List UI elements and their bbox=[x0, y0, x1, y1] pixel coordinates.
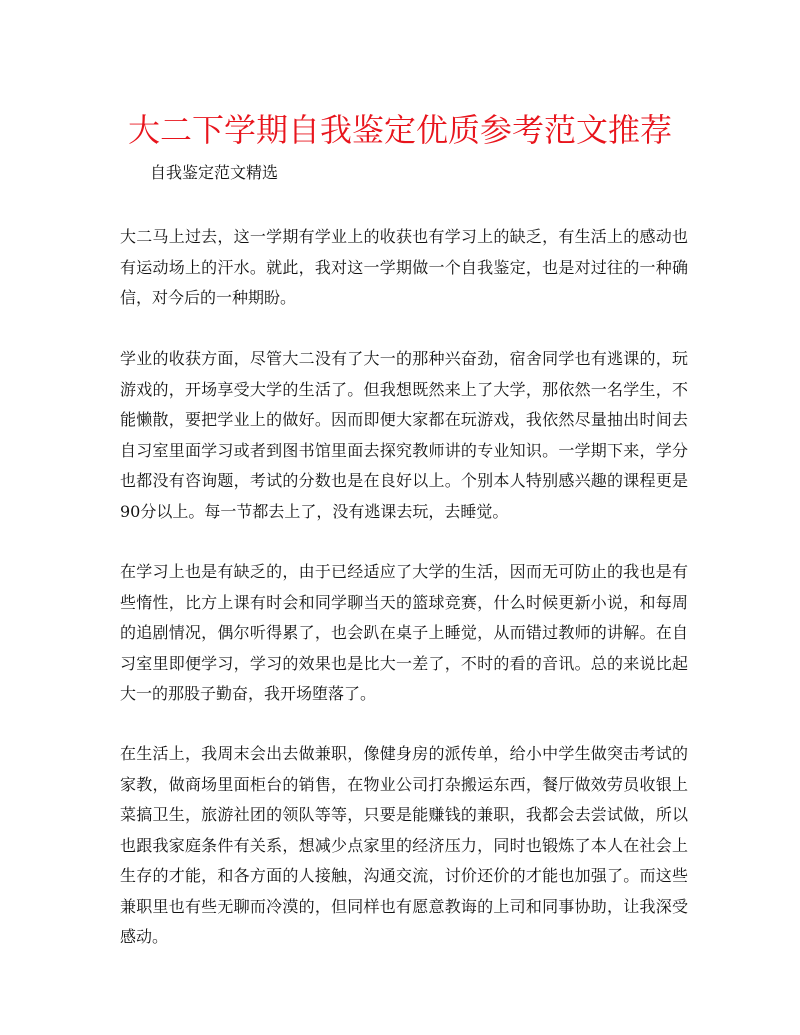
paragraph-academic-shortcomings: 在学习上也是有缺乏的，由于已经适应了大学的生活，因而无可防止的我也是有些惰性，比方上课有时会和同学聊当天的篮球竞赛，什么时候更新小说，和每周的追剧情况，偶尔听得累了，也会趴在桌子上睡觉，从而错过教师的讲解。在自习室里即便学习，学习的效果也是比大一差了，不时的看的音讯。总的来说比起大一的那股子勤奋，我开场堕落了。 bbox=[120, 562, 688, 703]
paragraph-academic-gains: 学业的收获方面，尽管大二没有了大一的那种兴奋劲，宿舍同学也有逃课的，玩游戏的，开场享受大学的生活了。但我想既然来上了大学，那依然一名学生，不能懒散，要把学业上的做好。因而即便大家都在玩游戏，我依然尽量抽出时间去自习室里面学习或者到图书馆里面去探究教师讲的专业知识。一学期下来，学分也都没有咨询题，考试的分数也是在良好以上。个别本人特别感兴趣的课程更是90分以上。每一节都去上了，没有逃课去玩，去睡觉。 bbox=[120, 349, 688, 521]
paragraph-intro: 大二马上过去，这一学期有学业上的收获也有学习上的缺乏，有生活上的感动也有运动场上的汗水。就此，我对这一学期做一个自我鉴定，也是对过往的一种确信，对今后的一种期盼。 bbox=[120, 227, 688, 307]
document-subtitle: 自我鉴定范文精选 bbox=[150, 163, 279, 182]
document-title: 大二下学期自我鉴定优质参考范文推荐 bbox=[127, 111, 672, 149]
paragraph-life: 在生活上，我周末会出去做兼职，像健身房的派传单，给小中学生做突击考试的家教，做商场里面柜台的销售，在物业公司打杂搬运东西，餐厅做效劳员收银上菜搞卫生，旅游社团的领队等等，只要是能赚钱的兼职，我都会去尝试做，所以也跟我家庭条件有关系，想减少点家里的经济压力，同时也锻炼了本人在社会上生存的才能，和各方面的人接触，沟通交流，讨价还价的才能也加强了。而这些兼职里也有些无聊而冷漠的，但同样也有愿意教诲的上司和同事协助，让我深受感动。 bbox=[120, 744, 688, 946]
